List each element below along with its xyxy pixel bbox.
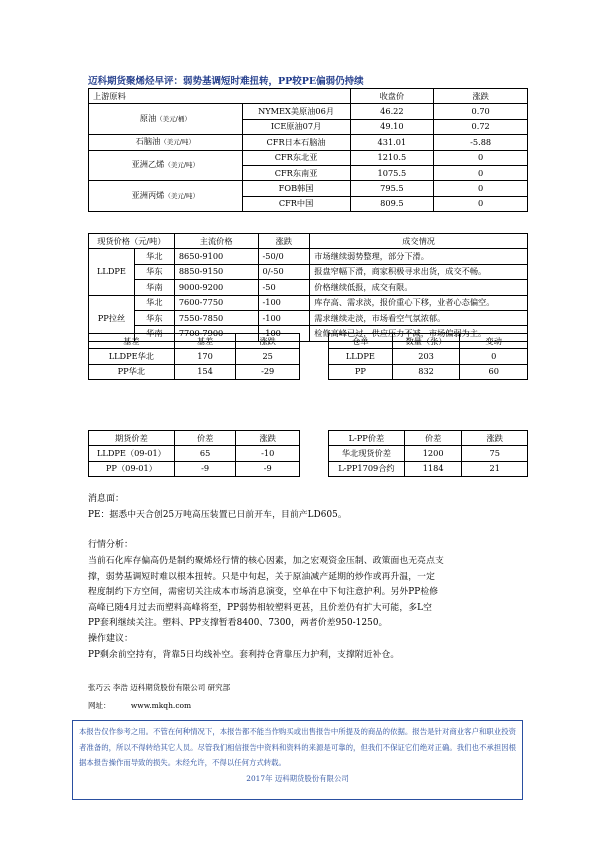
spot-region: 华东 <box>134 310 174 325</box>
upstream-header-label: 上游原料 <box>89 89 351 104</box>
lpp-header-row <box>329 431 528 446</box>
warehouse-item: PP <box>329 364 393 379</box>
lpp-header-value: 价差 <box>404 431 462 446</box>
basis-value: 154 <box>174 364 236 379</box>
price-change: 0.72 <box>434 119 528 134</box>
basis-header-label: 基差 <box>89 334 175 349</box>
spot-change: -50 <box>258 280 310 295</box>
close-price: 1210.5 <box>350 150 434 165</box>
spot-row <box>89 264 528 279</box>
lpp-header-change: 涨跌 <box>462 431 528 446</box>
analysis-body <box>88 554 528 632</box>
basis-change: -29 <box>236 364 300 379</box>
website-label: 网址： <box>88 701 111 710</box>
basis-change: 25 <box>236 349 300 364</box>
spot-note: 需求继续走淡，市场看空气氛浓郁。 <box>310 310 528 325</box>
upstream-row <box>89 150 528 165</box>
spot-change: 0/-50 <box>258 264 310 279</box>
material-name: 亚洲丙烯（美元/吨） <box>89 181 243 212</box>
warehouse-header-change: 变动 <box>460 334 528 349</box>
product-name: NYMEX美原油06月 <box>242 104 350 119</box>
spot-region: 华东 <box>134 264 174 279</box>
upstream-table <box>88 88 528 212</box>
analysis-line: 当前石化库存偏高仍是制约聚烯烃行情的核心因素，加之宏观资金压制、政策面也无亮点支 <box>88 556 444 566</box>
analysis-line: PP套利继续关注。塑料、PP支撑暂看8400、7300，两者价差950-1250。 <box>88 618 388 628</box>
advice-heading: 操作建议： <box>88 634 134 644</box>
spot-note: 检修高峰已过，供应压力不减，市场偏弱为主。 <box>310 326 528 341</box>
spot-product: LLDPE <box>89 249 135 295</box>
lpp-spread-table <box>328 430 528 477</box>
warehouse-header-qty: 数量（张） <box>392 334 460 349</box>
spot-header-deal: 成交情况 <box>310 234 528 249</box>
spot-note: 库存高、需求淡，报价重心下移，业者心态偏空。 <box>310 295 528 310</box>
report-title: 迈科期货聚烯烃早评：弱势基调短时难扭转，PP较PE偏弱仍持续 <box>88 76 364 87</box>
warehouse-row <box>329 349 528 364</box>
close-price: 49.10 <box>350 119 434 134</box>
close-price: 46.22 <box>350 104 434 119</box>
news-line: PE：据悉中天合创25万吨高压装置已日前开车，目前产LD605。 <box>88 510 347 520</box>
spot-change: -100 <box>258 310 310 325</box>
spot-row <box>89 280 528 295</box>
spot-price: 7700-7900 <box>174 326 258 341</box>
spot-row <box>89 249 528 264</box>
warehouse-table <box>328 333 528 380</box>
material-name: 石脑油（美元/吨） <box>89 135 243 150</box>
lpp-change: 75 <box>462 446 528 461</box>
spread-value: 65 <box>174 446 236 461</box>
spread-row <box>89 446 300 461</box>
basis-table <box>88 333 300 380</box>
spot-row <box>89 295 528 310</box>
upstream-header-change: 涨跌 <box>434 89 528 104</box>
spot-price-table <box>88 233 528 342</box>
spot-price: 8850-9150 <box>174 264 258 279</box>
warehouse-item: LLDPE <box>329 349 393 364</box>
spread-header-label: 期货价差 <box>89 431 175 446</box>
lpp-change: 21 <box>462 461 528 476</box>
close-price: 809.5 <box>350 196 434 211</box>
analysis-line: 高峰已随4月过去而塑料高峰将至，PP弱势相较塑料更甚，且价差仍有扩大可能，多L空 <box>88 602 432 613</box>
material-name: 亚洲乙烯（美元/吨） <box>89 150 243 181</box>
spot-price: 7600-7750 <box>174 295 258 310</box>
product-name: CFR中国 <box>242 196 350 211</box>
advice-line: PP剩余前空持有，背靠5日均线补空。套利持仓背靠压力护利，支撑附近补仓。 <box>88 650 400 660</box>
product-name: FOB韩国 <box>242 181 350 196</box>
price-change: 0 <box>434 150 528 165</box>
lpp-value: 1184 <box>404 461 462 476</box>
spread-header-value: 价差 <box>174 431 236 446</box>
website-row <box>88 700 191 711</box>
spot-region: 华北 <box>134 295 174 310</box>
website-link[interactable]: www.mkqh.com <box>130 701 192 710</box>
spot-note: 报盘窄幅下滑，商家积极寻求出货，成交不畅。 <box>310 264 528 279</box>
close-price: 795.5 <box>350 181 434 196</box>
spot-region: 华北 <box>134 249 174 264</box>
lpp-row <box>329 446 528 461</box>
spot-note: 价格继续低报，成交有限。 <box>310 280 528 295</box>
copyright: 2017年 迈科期货股份有限公司 <box>246 773 349 783</box>
disclaimer-box <box>72 720 523 800</box>
warehouse-qty: 832 <box>392 364 460 379</box>
spot-change: -50/0 <box>258 249 310 264</box>
basis-item: PP华北 <box>89 364 175 379</box>
lpp-value: 1200 <box>404 446 462 461</box>
upstream-row <box>89 181 528 196</box>
price-change: 0 <box>434 196 528 211</box>
warehouse-change: 0 <box>460 349 528 364</box>
product-name: CFR东南亚 <box>242 165 350 180</box>
warehouse-header-row <box>329 334 528 349</box>
warehouse-header-label: 仓单 <box>329 334 393 349</box>
spread-header-change: 涨跌 <box>236 431 300 446</box>
spot-region: 华南 <box>134 326 174 341</box>
lpp-row <box>329 461 528 476</box>
upstream-row <box>89 135 528 150</box>
spread-change: -9 <box>236 461 300 476</box>
spot-header-price: 主流价格 <box>174 234 258 249</box>
spread-row <box>89 461 300 476</box>
analysis-line: 程度制约下方空间，需密切关注成本市场消息演变，空单在中下旬注意护利。另外PP检修 <box>88 587 439 597</box>
warehouse-change: 60 <box>460 364 528 379</box>
spot-price: 9000-9200 <box>174 280 258 295</box>
spot-price: 8650-9100 <box>174 249 258 264</box>
spot-price: 7550-7850 <box>174 310 258 325</box>
product-name: CFR东北亚 <box>242 150 350 165</box>
futures-spread-table <box>88 430 300 477</box>
news-heading: 消息面： <box>88 494 125 504</box>
spread-item: PP（09-01） <box>89 461 175 476</box>
spread-change: -10 <box>236 446 300 461</box>
spread-value: -9 <box>174 461 236 476</box>
warehouse-qty: 203 <box>392 349 460 364</box>
lpp-header-label: L-PP价差 <box>329 431 405 446</box>
basis-header-value: 基差 <box>174 334 236 349</box>
spot-note: 市场继续弱势整理，部分下滑。 <box>310 249 528 264</box>
spot-product: PP拉丝 <box>89 295 135 341</box>
product-name: CFR日本石脑油 <box>242 135 350 150</box>
basis-row <box>89 349 300 364</box>
upstream-row <box>89 104 528 119</box>
spread-item: LLDPE（09-01） <box>89 446 175 461</box>
price-change: 0 <box>434 181 528 196</box>
upstream-header-price: 收盘价 <box>350 89 434 104</box>
lpp-item: 华北现货价差 <box>329 446 405 461</box>
warehouse-row <box>329 364 528 379</box>
material-name: 原油（美元/桶） <box>89 104 243 135</box>
basis-value: 170 <box>174 349 236 364</box>
basis-row <box>89 364 300 379</box>
spot-header-change: 涨跌 <box>258 234 310 249</box>
spot-region: 华南 <box>134 280 174 295</box>
spread-header-row <box>89 431 300 446</box>
basis-header-row <box>89 334 300 349</box>
basis-header-change: 涨跌 <box>236 334 300 349</box>
spot-change: -100 <box>258 326 310 341</box>
basis-item: LLDPE华北 <box>89 349 175 364</box>
price-change: 0 <box>434 165 528 180</box>
analysis-line: 撑，弱势基调短时难以根本扭转。只是中旬起，关于原油减产延期的炒作或再升温，一定 <box>88 571 435 582</box>
product-name: ICE原油07月 <box>242 119 350 134</box>
spot-header-row <box>89 234 528 249</box>
close-price: 1075.5 <box>350 165 434 180</box>
spot-header-label: 现货价格（元/吨） <box>89 234 175 249</box>
price-change: 0.70 <box>434 104 528 119</box>
spot-row <box>89 310 528 325</box>
price-change: -5.88 <box>434 135 528 150</box>
disclaimer-text: 本报告仅作参考之用。不管在何种情况下，本报告都不能当作购买或出售报告中所提及的商品的依据。报告是针对商业客户和职业投资者准备的，所以不得转给其它人员。尽管我们相信报告中资料和资料的来源是可靠的，但我们不保证它们绝对正确。我们也不承担因根据本报告操作而导致的损失。未经允许，不得以任何方式转载。 <box>79 727 516 768</box>
lpp-item: L-PP1709合约 <box>329 461 405 476</box>
close-price: 431.01 <box>350 135 434 150</box>
upstream-header-row <box>89 89 528 104</box>
spot-change: -100 <box>258 295 310 310</box>
analysis-heading: 行情分析： <box>88 540 134 550</box>
authors: 张巧云 李浩 迈科期货股份有限公司 研究部 <box>88 683 231 692</box>
